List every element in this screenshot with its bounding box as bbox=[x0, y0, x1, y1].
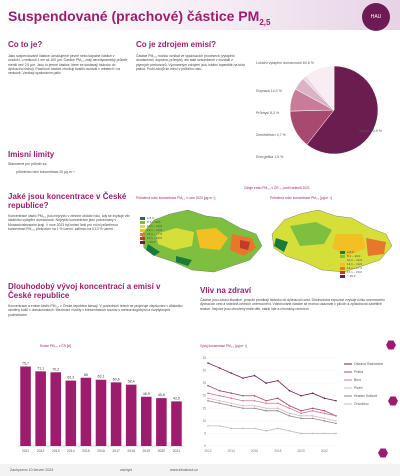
bar-value-label: 60,6 bbox=[112, 377, 120, 382]
series-point bbox=[230, 402, 232, 404]
series-point bbox=[242, 407, 244, 409]
series-point bbox=[219, 367, 221, 369]
series-point bbox=[277, 402, 279, 404]
series-point bbox=[324, 397, 326, 399]
series-point bbox=[289, 405, 291, 407]
legend-swatch bbox=[340, 255, 345, 258]
series-point bbox=[300, 410, 302, 412]
series-point bbox=[312, 418, 314, 420]
y-tick-label: 35 bbox=[202, 356, 206, 360]
series-point bbox=[242, 405, 244, 407]
legend-swatch bbox=[340, 259, 345, 262]
bar-category-label: 2019 bbox=[142, 449, 151, 453]
series-point bbox=[265, 410, 267, 412]
legend-swatch bbox=[140, 225, 145, 228]
series-point bbox=[312, 392, 314, 394]
legend-label: Hradec Králové bbox=[354, 394, 378, 399]
map2-legend bbox=[340, 250, 390, 278]
series-point bbox=[300, 395, 302, 397]
bar-category-label: 2016 bbox=[97, 449, 105, 453]
x-tick-label: 2014 bbox=[227, 449, 235, 453]
y-tick-label: 5 bbox=[204, 431, 206, 436]
series-point bbox=[219, 400, 221, 402]
legend-swatch bbox=[340, 267, 345, 270]
legend-swatch bbox=[340, 275, 345, 278]
section-trend-heading: Dlouhodobý vývoj koncentrací a emisí v České republice bbox=[8, 282, 161, 300]
legend-swatch bbox=[340, 271, 345, 274]
map2-caption: Průměrná roční koncentrace PM₂,₅ [μg.m⁻³] bbox=[270, 196, 332, 200]
legend-item bbox=[140, 240, 180, 244]
series-point bbox=[207, 425, 209, 427]
legend-label: > 20,0 bbox=[347, 274, 356, 278]
legend-label: 17,1 – 20,0 bbox=[147, 236, 163, 240]
section-trend-text: Koncentrace a emise částic PM₂,₅ v České republice klesají. V posledních letech se projevuje zlepšování v důsledku obměny kotlů v domácnostech. Meziroční rozdíly v koncentracích souvisí s meteorologickými a rozptylovými podmínkami. bbox=[8, 304, 183, 317]
bar bbox=[81, 378, 92, 446]
legend-item bbox=[340, 274, 390, 278]
legend-label: 14,1 – 17,0 bbox=[347, 266, 363, 270]
bar-category-label: 2013 bbox=[51, 449, 60, 453]
bar-value-label: 63,1 bbox=[97, 374, 105, 379]
legend-label: Plzeň bbox=[354, 386, 363, 391]
series-point bbox=[219, 425, 221, 427]
header bbox=[0, 0, 400, 30]
pie-chart bbox=[254, 40, 394, 180]
map1-caption: Průměrná roční koncentrace PM₂,₅ v roce 2023 [μg.m⁻³] bbox=[136, 196, 216, 200]
series-point bbox=[265, 400, 267, 402]
series-point bbox=[312, 407, 314, 409]
series-point bbox=[219, 402, 221, 404]
series-point bbox=[335, 415, 337, 417]
line-chart bbox=[196, 350, 396, 460]
bar-category-label: 2014 bbox=[67, 449, 75, 453]
legend-swatch bbox=[340, 263, 345, 266]
pie-label: Energetika 1,5 % bbox=[256, 155, 284, 159]
bar-value-label: 71,1 bbox=[37, 366, 45, 371]
bar-caption: Emise PM₂,₅ v ČR [kt] bbox=[40, 344, 72, 348]
y-tick-label: 0 bbox=[204, 444, 206, 448]
series-line bbox=[208, 426, 336, 434]
series-point bbox=[207, 397, 209, 399]
footer-right: www.infoabout.cz bbox=[170, 468, 198, 472]
y-tick-label: 10 bbox=[202, 418, 206, 423]
series-point bbox=[207, 362, 209, 364]
series-point bbox=[335, 433, 337, 435]
legend-swatch bbox=[140, 217, 145, 220]
bar bbox=[126, 385, 137, 446]
bar-value-label: 62,3 bbox=[67, 375, 75, 380]
section-what-text: Jako suspendované částice označujeme pevné nebo kapalné částice v ovzduší, o velikosti 1 nm až 100 μm. Částice PM₂,₅ mají aerodynamický průměr menší než 2,5 μm. Jsou to jemné částice, které se dostávají hluboko do dýchacího ústrojí. Prachové částice zhoršují kvalitu ovzduší v městech i na venkově. Vznikají spalováním paliv. bbox=[8, 54, 128, 76]
bar bbox=[66, 381, 77, 446]
series-point bbox=[277, 428, 279, 430]
bar-value-label: 58,4 bbox=[127, 379, 135, 384]
series-point bbox=[289, 430, 291, 432]
pie-label: Lokální vytápění domácností 60,6 % bbox=[256, 61, 314, 65]
series-point bbox=[265, 402, 267, 404]
legend-label: ≤ 8,0 bbox=[347, 250, 354, 254]
legend-swatch bbox=[340, 251, 345, 254]
y-tick-label: 20 bbox=[202, 393, 206, 398]
legend-label: ≤ 8,0 bbox=[147, 216, 154, 220]
bar bbox=[141, 397, 152, 446]
section-health-text: Částice jsou zdraví škodlivé, protože pronikají hluboko do dýchacích cest. Dlouhodobá expozice zvyšuje riziko onemocnění dýchacích cest a srdečně-cévních onemocnění. Vdechované částice se mohou usazovat v plicích a způsobovat zánětlivé reakce. Nejvíce jsou ohroženy malé děti, starší lidé a chronicky nemocní. bbox=[200, 298, 385, 311]
footer-left: Zachyceno 10 červen 2024 bbox=[10, 468, 54, 472]
series-point bbox=[254, 405, 256, 407]
series-point bbox=[277, 397, 279, 399]
legend-label: 10,1 – 12,0 bbox=[147, 224, 163, 228]
legend-swatch bbox=[140, 241, 145, 244]
series-point bbox=[230, 405, 232, 407]
legend-label: Churáňov bbox=[354, 402, 369, 407]
series-point bbox=[312, 410, 314, 412]
line-caption: Vývoj koncentrací PM₂,₅ [μg.m⁻³] bbox=[200, 344, 247, 348]
bar bbox=[35, 371, 46, 446]
legend-label: > 20,0 bbox=[147, 240, 156, 244]
series-point bbox=[242, 395, 244, 397]
bar-category-label: 2017 bbox=[112, 449, 120, 453]
series-point bbox=[324, 433, 326, 435]
footer-mid: zachyni bbox=[120, 468, 133, 472]
pie-caption: Zdroje emisí PM₂,₅ v ČR — podíl sektorů 2021 bbox=[244, 186, 310, 190]
bar bbox=[156, 398, 167, 446]
bar-category-label: 2021 bbox=[172, 449, 181, 453]
map1-legend bbox=[140, 216, 180, 244]
legend-label: 17,1 – 20,0 bbox=[347, 270, 363, 274]
section-cz-text: Koncentrace částic PM₂,₅ jsou nejvyšší v zimním období roku, kdy se zvyšuje vliv lokálního vytápění domácností. Nejvyšší koncentrace jsou pozorovány v Moravskoslezském kraji. V roce 2023 byl imisní limit pro roční průměrnou koncentraci PM₂,₅ překročen na 1 % území, zatímco na 0,13 % území. bbox=[8, 214, 130, 231]
pie-label: Zemědělství 4,7 % bbox=[256, 133, 286, 137]
bar bbox=[50, 372, 61, 446]
series-point bbox=[300, 415, 302, 417]
series-point bbox=[312, 433, 314, 435]
section-limits-subheading: Stanovené pro průměr za: bbox=[8, 162, 48, 166]
page-title: Suspendované (prachové) částice $PM_{2,5}$ bbox=[8, 8, 271, 27]
bar-category-label: 2018 bbox=[127, 449, 135, 453]
series-point bbox=[207, 385, 209, 387]
section-limits-bullet: průměrná roční koncentrace 20 μg.m⁻³ bbox=[16, 170, 75, 174]
pie-label: Ostatní 10,9 % bbox=[358, 129, 382, 133]
series-point bbox=[289, 413, 291, 415]
legend-label: Ostrava-Radvanice bbox=[354, 362, 384, 367]
bar bbox=[20, 367, 31, 446]
series-point bbox=[242, 377, 244, 379]
bar-value-label: 45,6 bbox=[157, 393, 165, 398]
pie-label: Průmysl 8,3 % bbox=[256, 111, 280, 115]
series-point bbox=[300, 413, 302, 415]
series-point bbox=[230, 428, 232, 430]
series-line bbox=[208, 363, 336, 401]
series-point bbox=[335, 400, 337, 402]
series-point bbox=[254, 375, 256, 377]
series-point bbox=[242, 428, 244, 430]
series-point bbox=[335, 423, 337, 425]
series-point bbox=[254, 395, 256, 397]
y-tick-label: 15 bbox=[202, 406, 206, 411]
series-point bbox=[289, 415, 291, 417]
pie-label: Doprava 14,0 % bbox=[256, 89, 282, 93]
x-tick-label: 2020 bbox=[297, 449, 305, 453]
series-point bbox=[300, 418, 302, 420]
x-tick-label: 2018 bbox=[274, 449, 282, 453]
section-health-heading: Vliv na zdraví bbox=[200, 286, 252, 295]
series-point bbox=[219, 395, 221, 397]
x-tick-label: 2022 bbox=[320, 449, 328, 453]
series-point bbox=[254, 407, 256, 409]
bar-value-label: 65 bbox=[83, 372, 88, 377]
legend-swatch bbox=[140, 221, 145, 224]
section-cz-heading: Jaké jsou koncentrace v České republice? bbox=[8, 192, 127, 210]
legend-label: 14,1 – 17,0 bbox=[147, 232, 163, 236]
section-what-heading: Co to je? bbox=[8, 40, 43, 49]
series-point bbox=[265, 407, 267, 409]
legend-label: Praha bbox=[354, 370, 364, 375]
series-point bbox=[207, 392, 209, 394]
section-where-heading: Co je zdrojem emisí? bbox=[136, 40, 217, 49]
legend-label: 8,1 – 10,0 bbox=[147, 220, 161, 224]
series-point bbox=[300, 433, 302, 435]
series-point bbox=[230, 397, 232, 399]
series-point bbox=[335, 420, 337, 422]
bar-category-label: 2012 bbox=[36, 449, 45, 453]
series-point bbox=[265, 382, 267, 384]
series-point bbox=[219, 390, 221, 392]
legend-label: 12,1 – 14,0 bbox=[147, 228, 163, 232]
bar-value-label: 70,2 bbox=[52, 367, 60, 372]
legend-label: 10,1 – 12,0 bbox=[347, 258, 363, 262]
section-where-text: Částice PM₂,₅ mohou vznikat ve spalovacích procesech (vytápění domácností, doprava, průmysl), ale také sekundárně v ovzduší z plynných prekurzorů. Významným zdrojem jsou lokální topeniště na tuhá paliva. Podíl zdrojů se mění v průběhu roku. bbox=[136, 54, 245, 71]
bar-value-label: 46,9 bbox=[142, 391, 150, 396]
y-tick-label: 30 bbox=[202, 368, 206, 373]
series-point bbox=[289, 407, 291, 409]
x-tick-label: 2016 bbox=[250, 449, 259, 453]
bar-value-label: 42,5 bbox=[172, 396, 180, 401]
series-point bbox=[289, 390, 291, 392]
bar bbox=[111, 382, 122, 446]
series-point bbox=[254, 428, 256, 430]
series-point bbox=[324, 413, 326, 415]
bar bbox=[96, 380, 107, 446]
series-point bbox=[312, 415, 314, 417]
bar-value-label: 75,7 bbox=[22, 361, 30, 366]
series-point bbox=[254, 400, 256, 402]
bar-category-label: 2020 bbox=[157, 449, 166, 453]
bar-category-label: 2015 bbox=[82, 449, 90, 453]
series-point bbox=[265, 430, 267, 432]
series-point bbox=[324, 418, 326, 420]
logo: HAU bbox=[362, 3, 390, 31]
legend-label: 8,1 – 10,0 bbox=[347, 254, 361, 258]
x-tick-label: 2012 bbox=[204, 449, 212, 453]
series-point bbox=[324, 410, 326, 412]
legend-label: 12,1 – 14,0 bbox=[347, 262, 363, 266]
series-point bbox=[277, 410, 279, 412]
series-point bbox=[324, 420, 326, 422]
legend-swatch bbox=[140, 229, 145, 232]
section-limits-heading: Imisní limity bbox=[8, 150, 55, 159]
bar-category-label: 2011 bbox=[21, 449, 30, 453]
legend-swatch bbox=[140, 237, 145, 240]
footer bbox=[0, 464, 400, 476]
series-point bbox=[230, 372, 232, 374]
bar-chart bbox=[8, 350, 188, 460]
legend-swatch bbox=[140, 233, 145, 236]
series-point bbox=[242, 400, 244, 402]
series-point bbox=[277, 380, 279, 382]
series-point bbox=[277, 407, 279, 409]
legend-label: Brno bbox=[354, 378, 362, 383]
bar bbox=[171, 401, 182, 446]
series-point bbox=[207, 400, 209, 402]
y-tick-label: 25 bbox=[202, 381, 206, 386]
series-point bbox=[230, 392, 232, 394]
